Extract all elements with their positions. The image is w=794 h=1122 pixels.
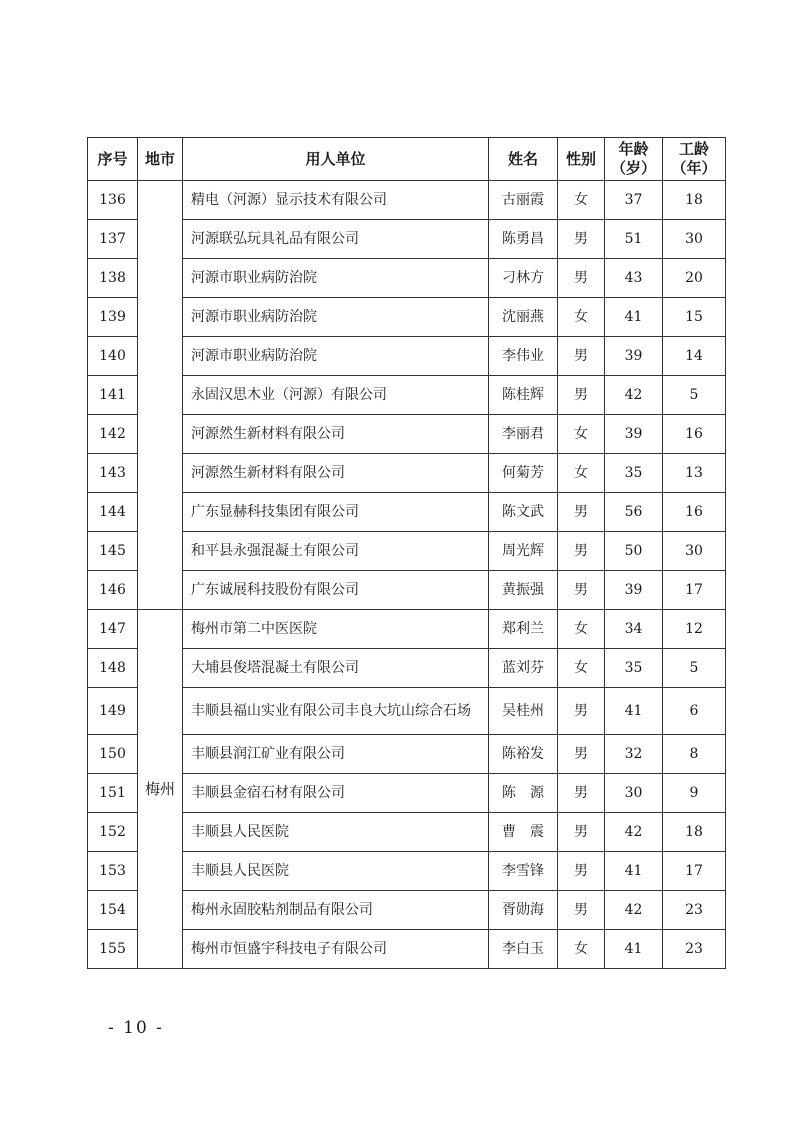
name-cell: 陈裕发 [489, 735, 558, 774]
employer-cell: 和平县永强混凝土有限公司 [183, 532, 489, 571]
age-cell: 39 [605, 571, 663, 610]
table-row [88, 259, 726, 298]
tenure-cell: 12 [663, 610, 726, 649]
row-index: 137 [88, 220, 138, 259]
table-row [88, 688, 726, 735]
header-gender: 性别 [558, 138, 605, 181]
name-cell: 陈勇昌 [489, 220, 558, 259]
personnel-table [87, 137, 726, 969]
row-index: 147 [88, 610, 138, 649]
gender-cell: 女 [558, 930, 605, 969]
row-index: 153 [88, 852, 138, 891]
row-index: 146 [88, 571, 138, 610]
age-cell: 43 [605, 259, 663, 298]
employer-cell: 梅州市第二中医医院 [183, 610, 489, 649]
table-row [88, 649, 726, 688]
gender-cell: 男 [558, 259, 605, 298]
tenure-cell: 8 [663, 735, 726, 774]
name-cell: 陈桂辉 [489, 376, 558, 415]
employer-cell: 河源市职业病防治院 [183, 259, 489, 298]
tenure-cell: 30 [663, 532, 726, 571]
employer-cell: 广东显赫科技集团有限公司 [183, 493, 489, 532]
tenure-cell: 30 [663, 220, 726, 259]
age-cell: 56 [605, 493, 663, 532]
employer-cell: 河源联弘玩具礼品有限公司 [183, 220, 489, 259]
gender-cell: 男 [558, 337, 605, 376]
table-row [88, 930, 726, 969]
gender-cell: 男 [558, 891, 605, 930]
header-row [88, 138, 726, 181]
employer-cell: 大埔县俊塔混凝土有限公司 [183, 649, 489, 688]
tenure-cell: 14 [663, 337, 726, 376]
name-cell: 陈 源 [489, 774, 558, 813]
row-index: 155 [88, 930, 138, 969]
row-index: 140 [88, 337, 138, 376]
age-cell: 42 [605, 891, 663, 930]
tenure-cell: 5 [663, 376, 726, 415]
name-cell: 何菊芳 [489, 454, 558, 493]
row-index: 143 [88, 454, 138, 493]
table-row [88, 610, 726, 649]
tenure-cell: 18 [663, 813, 726, 852]
row-index: 139 [88, 298, 138, 337]
city-cell: 梅州 [138, 610, 183, 969]
name-cell: 黄振强 [489, 571, 558, 610]
row-index: 152 [88, 813, 138, 852]
tenure-cell: 13 [663, 454, 726, 493]
gender-cell: 男 [558, 571, 605, 610]
tenure-cell: 16 [663, 415, 726, 454]
gender-cell: 男 [558, 735, 605, 774]
gender-cell: 女 [558, 181, 605, 220]
age-cell: 42 [605, 813, 663, 852]
gender-cell: 女 [558, 454, 605, 493]
row-index: 142 [88, 415, 138, 454]
age-cell: 41 [605, 852, 663, 891]
gender-cell: 男 [558, 813, 605, 852]
age-cell: 37 [605, 181, 663, 220]
age-cell: 39 [605, 415, 663, 454]
gender-cell: 男 [558, 376, 605, 415]
row-index: 145 [88, 532, 138, 571]
gender-cell: 女 [558, 298, 605, 337]
gender-cell: 女 [558, 610, 605, 649]
table-row [88, 376, 726, 415]
gender-cell: 男 [558, 688, 605, 735]
employer-cell: 精电（河源）显示技术有限公司 [183, 181, 489, 220]
employer-cell: 河源市职业病防治院 [183, 337, 489, 376]
age-cell: 39 [605, 337, 663, 376]
age-cell: 30 [605, 774, 663, 813]
employer-cell: 梅州市恒盛宇科技电子有限公司 [183, 930, 489, 969]
employer-cell: 丰顺县人民医院 [183, 852, 489, 891]
header-age: 年龄（岁） [605, 138, 663, 181]
name-cell: 李丽君 [489, 415, 558, 454]
employer-cell: 梅州永固胶粘剂制品有限公司 [183, 891, 489, 930]
name-cell: 李伟业 [489, 337, 558, 376]
age-cell: 41 [605, 688, 663, 735]
row-index: 151 [88, 774, 138, 813]
name-cell: 李雪锋 [489, 852, 558, 891]
tenure-cell: 23 [663, 930, 726, 969]
tenure-cell: 15 [663, 298, 726, 337]
tenure-cell: 17 [663, 852, 726, 891]
age-cell: 42 [605, 376, 663, 415]
gender-cell: 男 [558, 852, 605, 891]
name-cell: 沈丽燕 [489, 298, 558, 337]
row-index: 141 [88, 376, 138, 415]
tenure-cell: 9 [663, 774, 726, 813]
employer-cell: 丰顺县润江矿业有限公司 [183, 735, 489, 774]
age-cell: 51 [605, 220, 663, 259]
age-cell: 35 [605, 454, 663, 493]
employer-cell: 丰顺县金宿石材有限公司 [183, 774, 489, 813]
employer-cell: 河源然生新材料有限公司 [183, 454, 489, 493]
name-cell: 古丽霞 [489, 181, 558, 220]
row-index: 154 [88, 891, 138, 930]
name-cell: 郑利兰 [489, 610, 558, 649]
table-row [88, 337, 726, 376]
tenure-cell: 6 [663, 688, 726, 735]
employer-cell: 河源市职业病防治院 [183, 298, 489, 337]
table-row [88, 415, 726, 454]
name-cell: 胥勋海 [489, 891, 558, 930]
table-row [88, 813, 726, 852]
tenure-cell: 17 [663, 571, 726, 610]
name-cell: 陈文武 [489, 493, 558, 532]
gender-cell: 男 [558, 532, 605, 571]
header-tenure: 工龄（年） [663, 138, 726, 181]
table-row [88, 493, 726, 532]
tenure-cell: 18 [663, 181, 726, 220]
age-cell: 34 [605, 610, 663, 649]
name-cell: 蓝刘芬 [489, 649, 558, 688]
employer-cell: 永固汉思木业（河源）有限公司 [183, 376, 489, 415]
tenure-cell: 16 [663, 493, 726, 532]
header-unit: 用人单位 [183, 138, 489, 181]
table-row [88, 532, 726, 571]
name-cell: 周光辉 [489, 532, 558, 571]
table-row [88, 454, 726, 493]
name-cell: 李白玉 [489, 930, 558, 969]
header-name: 姓名 [489, 138, 558, 181]
table-row [88, 735, 726, 774]
row-index: 150 [88, 735, 138, 774]
employer-cell: 河源然生新材料有限公司 [183, 415, 489, 454]
row-index: 149 [88, 688, 138, 735]
table-row [88, 774, 726, 813]
age-cell: 41 [605, 930, 663, 969]
gender-cell: 男 [558, 493, 605, 532]
age-cell: 32 [605, 735, 663, 774]
gender-cell: 女 [558, 649, 605, 688]
tenure-cell: 5 [663, 649, 726, 688]
table-row [88, 571, 726, 610]
name-cell: 吴桂州 [489, 688, 558, 735]
gender-cell: 男 [558, 774, 605, 813]
employer-cell: 丰顺县人民医院 [183, 813, 489, 852]
name-cell: 刁林方 [489, 259, 558, 298]
employer-cell: 广东诚展科技股份有限公司 [183, 571, 489, 610]
header-city: 地市 [138, 138, 183, 181]
table-row [88, 852, 726, 891]
tenure-cell: 23 [663, 891, 726, 930]
row-index: 148 [88, 649, 138, 688]
age-cell: 50 [605, 532, 663, 571]
page-number: - 10 - [108, 1018, 164, 1038]
row-index: 136 [88, 181, 138, 220]
employer-cell: 丰顺县福山实业有限公司丰良大坑山综合石场 [183, 688, 489, 735]
city-cell [138, 181, 183, 610]
gender-cell: 男 [558, 220, 605, 259]
tenure-cell: 20 [663, 259, 726, 298]
row-index: 138 [88, 259, 138, 298]
table-row [88, 891, 726, 930]
age-cell: 41 [605, 298, 663, 337]
header-index: 序号 [88, 138, 138, 181]
table-row [88, 220, 726, 259]
table-row [88, 298, 726, 337]
row-index: 144 [88, 493, 138, 532]
gender-cell: 女 [558, 415, 605, 454]
age-cell: 35 [605, 649, 663, 688]
name-cell: 曹 震 [489, 813, 558, 852]
table-row [88, 181, 726, 220]
